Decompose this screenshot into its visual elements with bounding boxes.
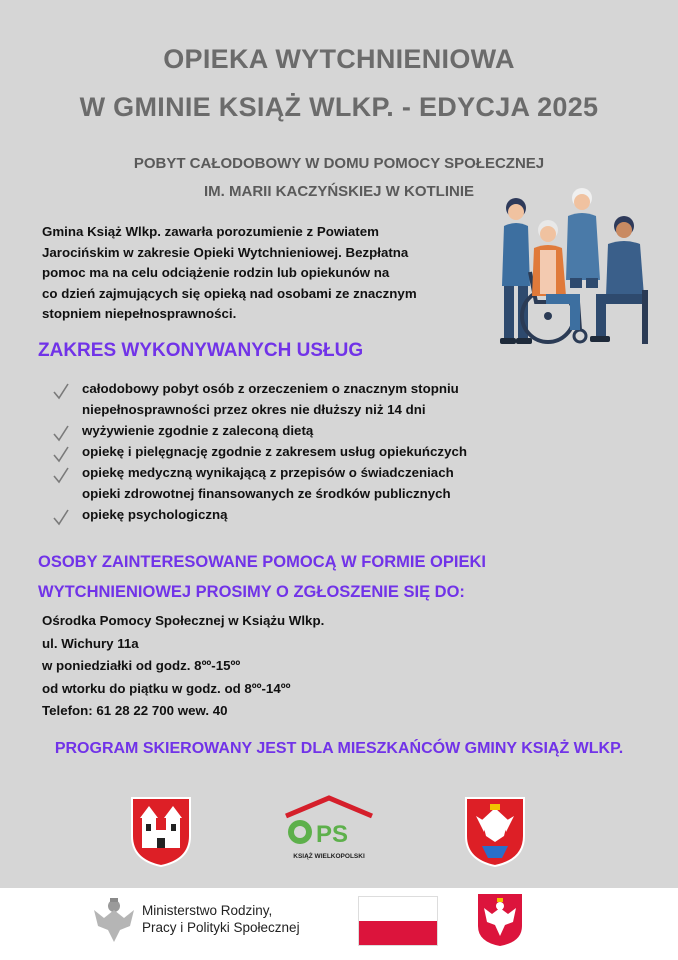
checkmark-icon <box>52 508 70 526</box>
service-text: wyżywienie zgodnie z zaleconą dietą <box>82 423 314 438</box>
list-item <box>52 420 612 441</box>
ops-logo-icon <box>278 794 380 864</box>
service-text: opiekę medyczną wynikającą z przepisów o świadczeniach <box>82 465 454 480</box>
list-item <box>52 462 612 483</box>
intro-line: Gmina Książ Wlkp. zawarła porozumienie z Powiatem <box>42 224 379 239</box>
intro-line: stopniem niepełnosprawności. <box>42 306 237 321</box>
contact-line: ul. Wichury 11a <box>42 635 139 651</box>
gmina-coat-of-arms-icon <box>130 796 192 868</box>
checkmark-icon <box>52 466 70 484</box>
polish-emblem-icon <box>476 892 524 948</box>
list-item <box>52 378 612 399</box>
list-item <box>52 441 612 462</box>
ministry-name <box>142 902 300 936</box>
contact-line: Ośrodka Pomocy Społecznej w Książu Wlkp. <box>42 613 325 628</box>
contact-heading-line-2: WYTCHNIENIOWEJ PROSIMY O ZGŁOSZENIE SIĘ DO: <box>38 583 465 601</box>
intro-line: co dzień zajmujących się opieką nad osobami ze znacznym <box>42 285 417 301</box>
service-text: opiekę psychologiczną <box>82 507 228 522</box>
ministry-line-1: Ministerstwo Rodziny, <box>142 903 273 918</box>
contact-heading-line-1: OSOBY ZAINTERESOWANE POMOCĄ W FORMIE OPIEKI <box>38 553 486 571</box>
list-item <box>52 483 612 504</box>
caregivers-illustration <box>486 186 656 350</box>
intro-line: Jarocińskim w zakresie Opieki Wytchnieniowej. Bezpłatna <box>42 244 409 260</box>
contact-line: w poniedziałki od godz. 8ºº-15ºº <box>42 658 241 673</box>
intro-line: pomoc ma na celu odciążenie rodzin lub opiekunów na <box>42 265 390 280</box>
program-note: PROGRAM SKIEROWANY JEST DLA MIESZKAŃCÓW GMINY KSIĄŻ WLKP. <box>54 740 624 757</box>
services-heading: ZAKRES WYKONYWANYCH USŁUG <box>38 340 364 361</box>
service-text: niepełnosprawności przez okres nie dłuższy niż 14 dni <box>82 402 426 417</box>
checkmark-icon <box>52 382 70 400</box>
title-line-2: W GMINIE KSIĄŻ WLKP. - EDYCJA 2025 <box>79 92 599 122</box>
powiat-coat-of-arms-icon <box>464 796 526 868</box>
polish-flag <box>358 896 438 946</box>
ministry-line-2: Pracy i Polityki Społecznej <box>142 920 300 935</box>
ops-logo-caption: KSIĄŻ WIELKOPOLSKI <box>293 853 365 860</box>
title-line-1: OPIEKA WYTCHNIENIOWA <box>163 44 515 74</box>
checkmark-icon <box>52 445 70 463</box>
service-text: opieki zdrowotnej finansowanych ze środków publicznych <box>82 486 451 501</box>
list-item <box>52 399 612 420</box>
ops-logo-text: PS <box>316 821 349 848</box>
subtitle-line-1: POBYT CAŁODOBOWY W DOMU POMOCY SPOŁECZNEJ <box>133 155 545 172</box>
subtitle-line-2: IM. MARII KACZYŃSKIEJ W KOTLINIE <box>204 183 474 200</box>
list-item <box>52 504 612 525</box>
services-list <box>52 378 612 525</box>
contact-details <box>42 610 324 723</box>
contact-line: Telefon: 61 28 22 700 wew. 40 <box>42 703 228 718</box>
polish-eagle-gray-icon <box>90 896 138 948</box>
intro-paragraph <box>42 222 482 325</box>
checkmark-icon <box>52 424 70 442</box>
service-text: opiekę i pielęgnację zgodnie z zakresem usług opiekuńczych <box>82 444 467 459</box>
contact-line: od wtorku do piątku w godz. od 8ºº-14ºº <box>42 680 291 696</box>
service-text: całodobowy pobyt osób z orzeczeniem o znacznym stopniu <box>82 381 459 396</box>
